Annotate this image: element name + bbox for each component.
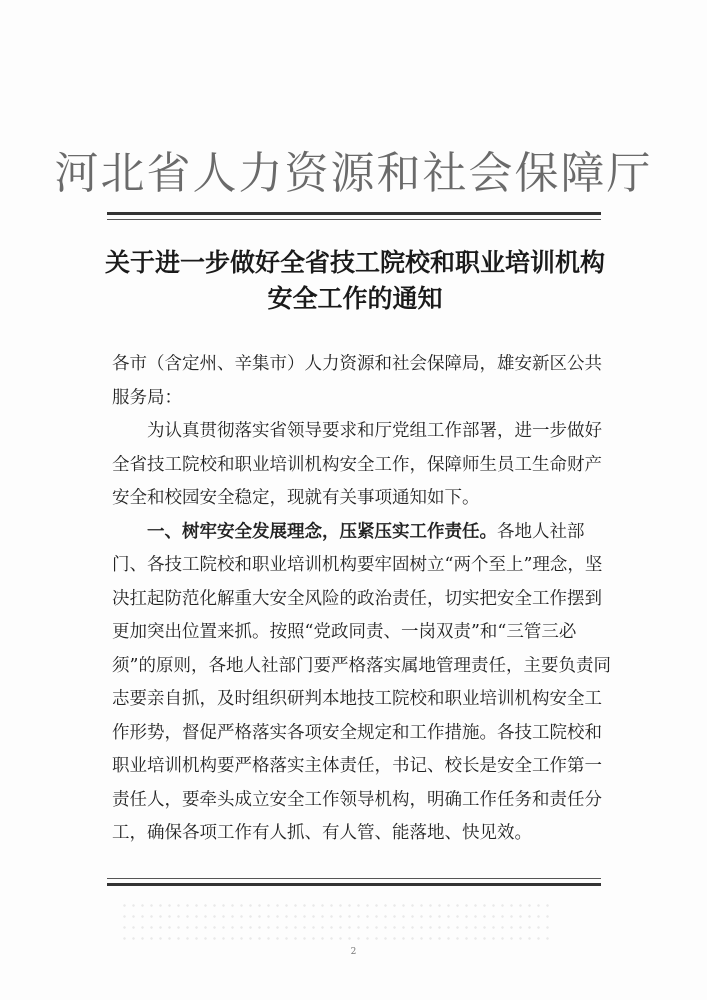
- section-1-text: 各地人社部门、各技工院校和职业培训机构要牢固树立“两个至上”理念，坚决扛起防范化解重大安全风险的政治责任，切实把安全工作摆到更加突出位置来抓。按照“党政同责、一岗双责”和“三管三必须”的原则，各地人社部门要严格落实属地管理责任，主要负责同志要亲自抓，及时组织研判本地技工院校和职业培训机构安全工作形势，督促严格落实各项安全规定和工作措施。各技工院校和职业培训机构要严格落实主体责任，书记、校长是安全工作第一责任人，要牵头成立安全工作领导机构，明确工作任务和责任分工，确保各项工作有人抓、有人管、能落地、快见效。: [112, 521, 611, 843]
- notice-title-line-1: 关于进一步做好全省技工院校和职业培训机构: [104, 248, 605, 277]
- scan-noise: [120, 900, 550, 940]
- notice-body: [112, 348, 612, 851]
- intro-paragraph: 为认真贯彻落实省领导要求和厅党组工作部署，进一步做好全省技工院校和职业培训机构安全工作，保障师生员工生命财产安全和校园安全稳定，现就有关事项通知如下。: [112, 421, 602, 508]
- footer-rule-thick: [107, 883, 601, 886]
- salutation: 各市（含定州、辛集市）人力资源和社会保障局，雄安新区公共服务局：: [112, 354, 602, 408]
- issuing-authority-title: 河北省人力资源和社会保障厅: [54, 148, 653, 199]
- section-1-heading: 一、树牢安全发展理念，压紧压实工作责任。: [147, 521, 497, 542]
- header-rule-thin: [107, 219, 601, 220]
- header-rule-thick: [107, 212, 601, 215]
- page-number: 2: [350, 947, 357, 957]
- footer-rule-thin: [107, 878, 601, 879]
- notice-title-line-2: 安全工作的通知: [267, 284, 443, 313]
- notice-title: [90, 245, 620, 317]
- section-1-paragraph: [112, 516, 612, 851]
